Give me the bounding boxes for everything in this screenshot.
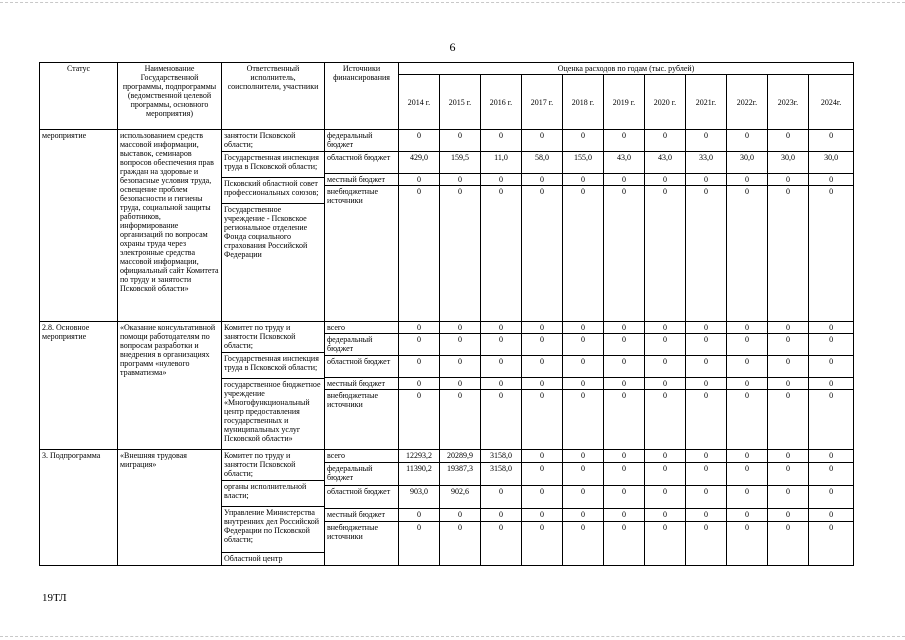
value-cell: 0 — [645, 390, 686, 450]
value-cell: 0 — [604, 521, 645, 565]
header-estimate: Оценка расходов по годам (тыс. рублей) — [399, 63, 854, 75]
value-cell: 0 — [440, 378, 481, 390]
value-cell: 0 — [399, 334, 440, 356]
value-cell: 0 — [686, 509, 727, 522]
value-cell: 0 — [727, 334, 768, 356]
value-cell: 0 — [809, 334, 854, 356]
value-cell: 0 — [727, 186, 768, 322]
value-cell: 155,0 — [563, 152, 604, 174]
value-cell: 0 — [645, 334, 686, 356]
value-cell: 0 — [686, 485, 727, 508]
value-cell: 0 — [686, 174, 727, 186]
value-cell: 0 — [768, 390, 809, 450]
value-cell: 0 — [604, 450, 645, 463]
table-row — [40, 450, 854, 463]
value-cell: 0 — [809, 356, 854, 378]
value-cell: 0 — [399, 186, 440, 322]
value-cell: 0 — [563, 322, 604, 334]
value-cell: 0 — [522, 521, 563, 565]
value-cell: 0 — [563, 130, 604, 152]
value-cell: 0 — [522, 390, 563, 450]
name-cell: «Внешняя трудовая миграция» — [118, 450, 222, 566]
value-cell: 0 — [481, 130, 522, 152]
value-cell: 0 — [481, 390, 522, 450]
value-cell: 0 — [440, 186, 481, 322]
participants-cell — [222, 322, 325, 450]
header-year: 2022г. — [727, 75, 768, 130]
value-cell: 0 — [522, 334, 563, 356]
value-cell: 159,5 — [440, 152, 481, 174]
value-cell: 0 — [604, 130, 645, 152]
value-cell: 0 — [809, 390, 854, 450]
value-cell: 0 — [768, 186, 809, 322]
source-cell: местный бюджет — [325, 378, 399, 390]
source-cell: внебюджетные источники — [325, 186, 399, 322]
participants-cell — [222, 130, 325, 322]
value-cell: 58,0 — [522, 152, 563, 174]
value-cell: 0 — [604, 174, 645, 186]
value-cell: 0 — [563, 174, 604, 186]
value-cell: 0 — [399, 521, 440, 565]
value-cell: 3158,0 — [481, 462, 522, 485]
value-cell: 0 — [522, 356, 563, 378]
value-cell: 0 — [481, 509, 522, 522]
participant: Государственное учреждение - Псковское региональное отделение Фонда социального страхования Российской Федерации — [222, 203, 324, 261]
participant: Государственная инспекция труда в Псковской области; — [222, 352, 324, 378]
value-cell: 0 — [727, 521, 768, 565]
source-cell: областной бюджет — [325, 485, 399, 508]
value-cell: 0 — [809, 322, 854, 334]
value-cell: 0 — [645, 521, 686, 565]
value-cell: 0 — [686, 334, 727, 356]
value-cell: 0 — [604, 509, 645, 522]
value-cell: 0 — [727, 174, 768, 186]
value-cell: 11,0 — [481, 152, 522, 174]
value-cell: 0 — [440, 334, 481, 356]
value-cell: 0 — [768, 130, 809, 152]
header-responsible: Ответственный исполнитель, соисполнители, участники — [222, 63, 325, 130]
value-cell: 0 — [481, 485, 522, 508]
value-cell: 0 — [645, 186, 686, 322]
value-cell: 0 — [440, 509, 481, 522]
participant: занятости Псковской области; — [224, 131, 296, 149]
value-cell: 0 — [563, 521, 604, 565]
value-cell: 0 — [563, 390, 604, 450]
header-sources: Источники финансирования — [325, 63, 399, 130]
source-cell: федеральный бюджет — [325, 130, 399, 152]
value-cell: 0 — [727, 130, 768, 152]
value-cell: 0 — [686, 186, 727, 322]
header-row — [40, 63, 854, 75]
value-cell: 0 — [645, 485, 686, 508]
value-cell: 0 — [686, 378, 727, 390]
value-cell: 0 — [399, 378, 440, 390]
header-year: 2016 г. — [481, 75, 522, 130]
value-cell: 0 — [399, 322, 440, 334]
participant: Управление Министерства внутренних дел Российской Федерации по Псковской области; — [222, 506, 324, 552]
value-cell: 0 — [645, 174, 686, 186]
value-cell: 0 — [481, 186, 522, 322]
value-cell: 0 — [727, 509, 768, 522]
value-cell: 0 — [645, 130, 686, 152]
value-cell: 19387,3 — [440, 462, 481, 485]
value-cell: 0 — [522, 450, 563, 463]
value-cell: 0 — [522, 462, 563, 485]
participant: Областной центр — [222, 552, 324, 565]
value-cell: 43,0 — [645, 152, 686, 174]
header-year: 2019 г. — [604, 75, 645, 130]
value-cell: 0 — [604, 378, 645, 390]
value-cell: 0 — [809, 378, 854, 390]
value-cell: 0 — [645, 378, 686, 390]
header-year: 2024г. — [809, 75, 854, 130]
header-year: 2023г. — [768, 75, 809, 130]
source-cell: всего — [325, 450, 399, 463]
scan-edge-top — [0, 2, 905, 3]
value-cell: 0 — [563, 462, 604, 485]
value-cell: 0 — [686, 462, 727, 485]
source-cell: областной бюджет — [325, 356, 399, 378]
value-cell: 30,0 — [768, 152, 809, 174]
value-cell: 0 — [686, 390, 727, 450]
status-cell: 2.8. Основное мероприятие — [40, 322, 118, 450]
name-cell: «Оказание консультативной помощи работодателям по вопросам разработки и внедрения в организациях программ «нулевого травматизма» — [118, 322, 222, 450]
value-cell: 0 — [768, 322, 809, 334]
value-cell: 0 — [809, 130, 854, 152]
value-cell: 0 — [604, 485, 645, 508]
value-cell: 0 — [809, 521, 854, 565]
value-cell: 0 — [440, 322, 481, 334]
value-cell: 0 — [481, 334, 522, 356]
value-cell: 903,0 — [399, 485, 440, 508]
value-cell: 0 — [727, 450, 768, 463]
value-cell: 0 — [809, 462, 854, 485]
header-year: 2018 г. — [563, 75, 604, 130]
value-cell: 0 — [727, 485, 768, 508]
value-cell: 0 — [768, 521, 809, 565]
value-cell: 0 — [809, 509, 854, 522]
value-cell: 0 — [686, 450, 727, 463]
value-cell: 0 — [604, 390, 645, 450]
value-cell: 30,0 — [727, 152, 768, 174]
value-cell: 0 — [809, 450, 854, 463]
value-cell: 0 — [645, 462, 686, 485]
value-cell: 0 — [522, 378, 563, 390]
value-cell: 0 — [727, 356, 768, 378]
value-cell: 0 — [522, 485, 563, 508]
value-cell: 0 — [481, 174, 522, 186]
value-cell: 0 — [522, 130, 563, 152]
status-cell: мероприятие — [40, 130, 118, 322]
value-cell: 0 — [768, 450, 809, 463]
source-cell: областной бюджет — [325, 152, 399, 174]
value-cell: 0 — [399, 509, 440, 522]
value-cell: 0 — [481, 521, 522, 565]
table-row — [40, 322, 854, 334]
table-row — [40, 130, 854, 152]
value-cell: 0 — [727, 390, 768, 450]
value-cell: 0 — [768, 174, 809, 186]
value-cell: 0 — [563, 186, 604, 322]
source-cell: местный бюджет — [325, 174, 399, 186]
value-cell: 0 — [645, 509, 686, 522]
value-cell: 3158,0 — [481, 450, 522, 463]
value-cell: 0 — [563, 450, 604, 463]
value-cell: 0 — [604, 186, 645, 322]
value-cell: 0 — [686, 521, 727, 565]
source-cell: внебюджетные источники — [325, 390, 399, 450]
value-cell: 0 — [563, 509, 604, 522]
source-cell: внебюджетные источники — [325, 521, 399, 565]
value-cell: 33,0 — [686, 152, 727, 174]
value-cell: 0 — [768, 378, 809, 390]
value-cell: 0 — [399, 356, 440, 378]
value-cell: 0 — [686, 356, 727, 378]
value-cell: 0 — [563, 485, 604, 508]
page-number: 6 — [449, 40, 456, 54]
value-cell: 0 — [440, 356, 481, 378]
value-cell: 0 — [563, 334, 604, 356]
value-cell: 0 — [399, 174, 440, 186]
value-cell: 0 — [727, 378, 768, 390]
value-cell: 0 — [604, 322, 645, 334]
value-cell: 43,0 — [604, 152, 645, 174]
source-cell: всего — [325, 322, 399, 334]
value-cell: 12293,2 — [399, 450, 440, 463]
value-cell: 0 — [440, 521, 481, 565]
name-cell: использованием средств массовой информации, выставок, семинаров вопросов обеспечения прав граждан на здоровые и безопасные условия труда, освещение проблем безопасности и гигиены труда, социальной защиты работников, информирование организаций по вопросам охраны труда через электронные средства массовой информации, официальный сайт Комитета по труду и занятости Псковской области» — [118, 130, 222, 322]
value-cell: 0 — [440, 174, 481, 186]
source-cell: федеральный бюджет — [325, 462, 399, 485]
value-cell: 0 — [727, 462, 768, 485]
value-cell: 429,0 — [399, 152, 440, 174]
value-cell: 0 — [563, 356, 604, 378]
value-cell: 0 — [481, 322, 522, 334]
value-cell: 11390,2 — [399, 462, 440, 485]
header-name: Наименование Государственной программы, подпрограммы (ведомственной целевой программы, основного мероприятия) — [118, 63, 222, 130]
footer-code: 19ТЛ — [42, 592, 67, 604]
value-cell: 0 — [727, 322, 768, 334]
value-cell: 30,0 — [809, 152, 854, 174]
value-cell: 0 — [686, 322, 727, 334]
value-cell: 0 — [645, 356, 686, 378]
header-status: Статус — [40, 63, 118, 130]
value-cell: 0 — [809, 174, 854, 186]
value-cell: 0 — [481, 378, 522, 390]
value-cell: 0 — [686, 130, 727, 152]
value-cell: 0 — [768, 356, 809, 378]
value-cell: 0 — [768, 485, 809, 508]
header-year: 2020 г. — [645, 75, 686, 130]
value-cell: 0 — [399, 130, 440, 152]
value-cell: 902,6 — [440, 485, 481, 508]
participant: государственное бюджетное учреждение «Многофункциональный центр предоставления государственных и муниципальных услуг Псковской области» — [222, 378, 324, 445]
value-cell: 0 — [768, 462, 809, 485]
table-body — [40, 130, 854, 566]
participant: Псковский областной совет профессиональных союзов; — [222, 177, 324, 203]
header-year: 2021г. — [686, 75, 727, 130]
value-cell: 0 — [522, 509, 563, 522]
scan-edge-bottom — [0, 636, 905, 637]
value-cell: 0 — [563, 378, 604, 390]
participant: Государственная инспекция труда в Псковской области; — [222, 151, 324, 177]
value-cell: 0 — [440, 390, 481, 450]
value-cell: 0 — [522, 322, 563, 334]
value-cell: 0 — [768, 509, 809, 522]
value-cell: 0 — [604, 334, 645, 356]
value-cell: 0 — [604, 356, 645, 378]
participant: органы исполнительной власти; — [222, 480, 324, 506]
header-year: 2014 г. — [399, 75, 440, 130]
value-cell: 0 — [522, 174, 563, 186]
value-cell: 20289,9 — [440, 450, 481, 463]
header-year: 2015 г. — [440, 75, 481, 130]
source-cell: местный бюджет — [325, 509, 399, 522]
header-year: 2017 г. — [522, 75, 563, 130]
value-cell: 0 — [522, 186, 563, 322]
value-cell: 0 — [645, 450, 686, 463]
value-cell: 0 — [399, 390, 440, 450]
value-cell: 0 — [809, 186, 854, 322]
value-cell: 0 — [809, 485, 854, 508]
value-cell: 0 — [768, 334, 809, 356]
value-cell: 0 — [604, 462, 645, 485]
status-cell: 3. Подпрограмма — [40, 450, 118, 566]
value-cell: 0 — [440, 130, 481, 152]
value-cell: 0 — [645, 322, 686, 334]
source-cell: федеральный бюджет — [325, 334, 399, 356]
participants-cell — [222, 450, 325, 566]
budget-table — [39, 62, 854, 566]
participant: Комитет по труду и занятости Псковской области; — [224, 323, 296, 350]
value-cell: 0 — [481, 356, 522, 378]
participant: Комитет по труду и занятости Псковской области; — [224, 451, 296, 478]
